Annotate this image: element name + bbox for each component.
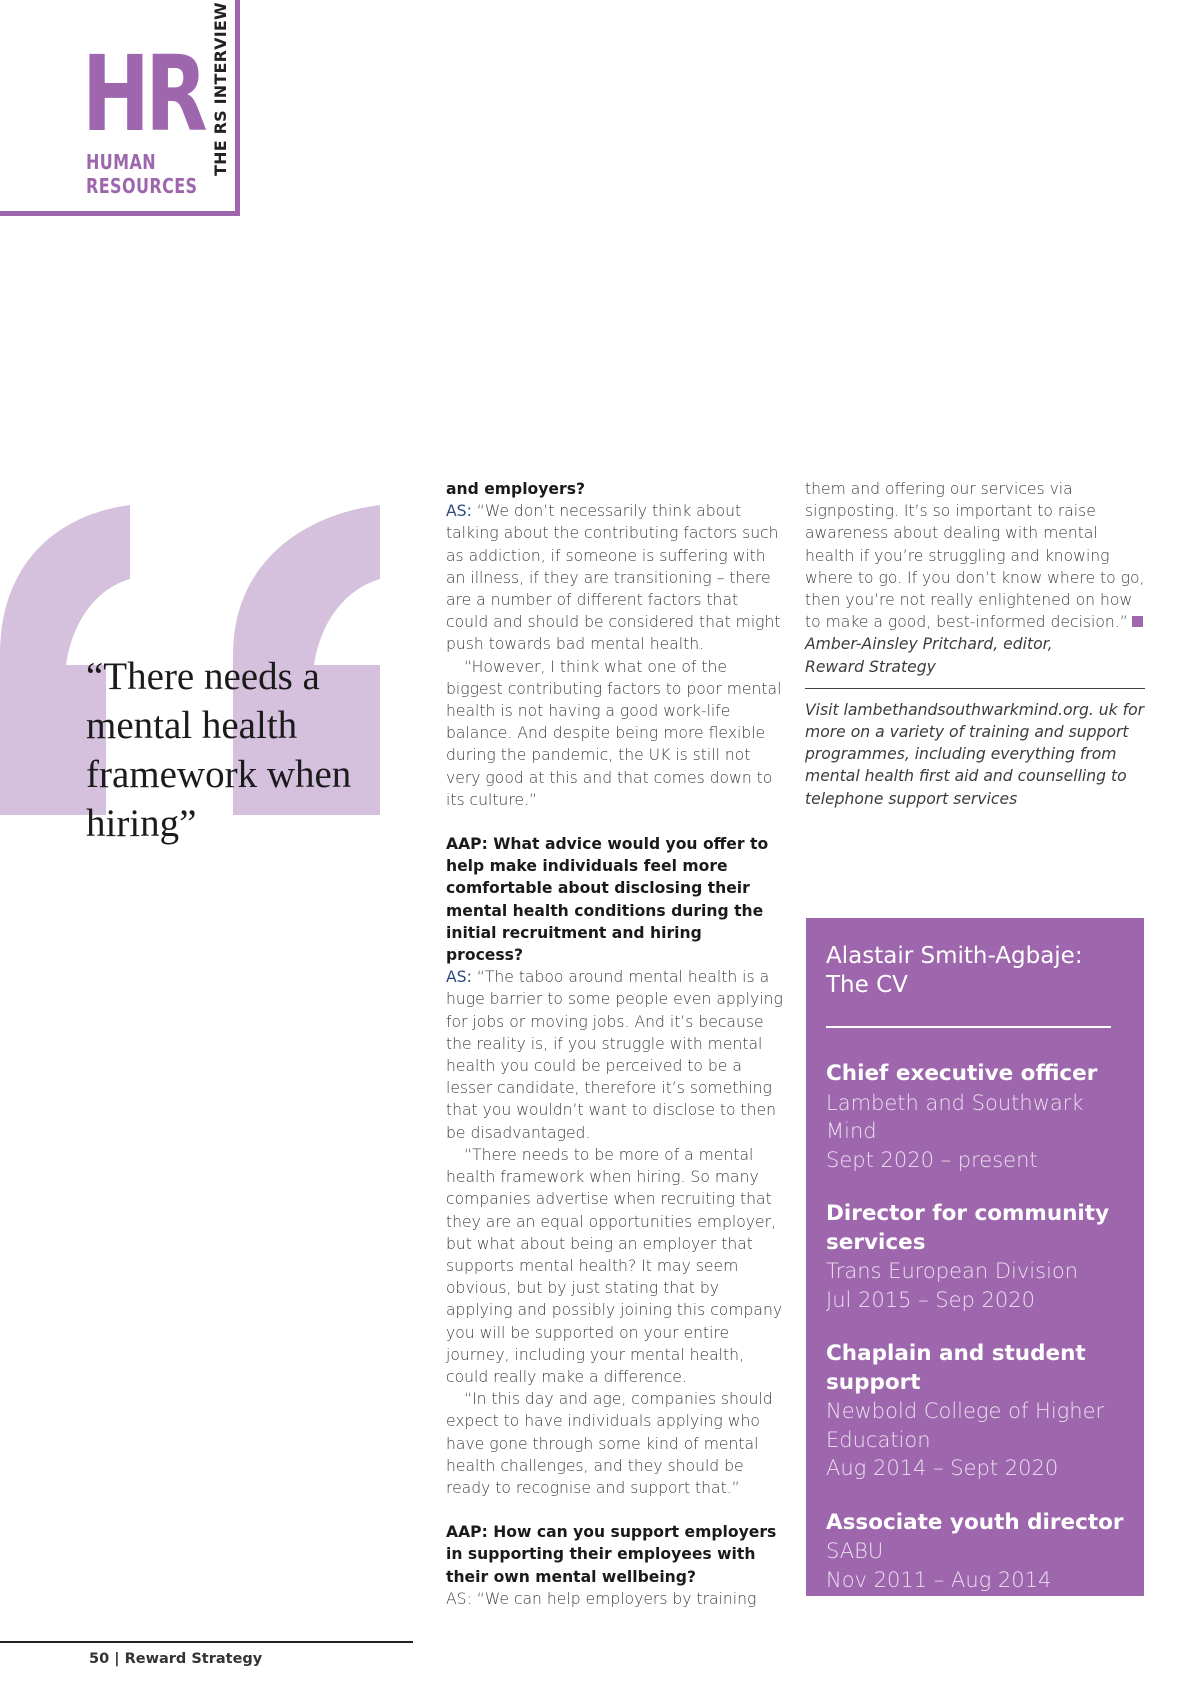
- answer-paragraph: “However, I think what one of the biggest contributing factors to poor mental health is not having a good work-life balance. And despite being more flexible during the pandemic, the UK is still not very good at this and that comes down to its culture.”: [446, 657, 782, 809]
- answer-label: AS:: [446, 968, 472, 987]
- article-column-1: [446, 478, 784, 1610]
- section-vertical-label: THE RS INTERVIEW: [211, 2, 230, 176]
- answer-paragraph: [446, 966, 784, 1144]
- footer-rule: [0, 1641, 413, 1643]
- answer-paragraph: [446, 500, 784, 655]
- byline-publication: Reward Strategy: [805, 657, 936, 676]
- cv-role: [826, 1060, 1124, 1174]
- cv-role-detail: Aug 2014 – Sept 2020: [826, 1456, 1059, 1480]
- cv-role-detail: Trans European Division: [826, 1259, 1079, 1283]
- section-subtitle-line2: RESOURCES: [86, 174, 198, 198]
- cv-role: [826, 1509, 1124, 1595]
- question: AAP: What advice would you offer to help make individuals feel more comfortable about disclosing their mental health conditions during the initial recruitment and hiring process?: [446, 835, 769, 965]
- cv-role-title: Director for community services: [826, 1201, 1110, 1255]
- answer-paragraph: “In this day and age, companies should expect to have individuals applying who have gone through some kind of mental health challenges, and they should be ready to recognise and support that.”: [446, 1390, 773, 1497]
- answer-label: AS:: [446, 502, 472, 521]
- answer-text: “The taboo around mental health is a huge barrier to some people even applying for jobs or moving jobs. And it’s because the reality is, if you struggle with mental health you could be perceived to be a lesser candidate, therefore it’s something that you wouldn’t want to disclose to then be disadvantaged.: [446, 968, 783, 1142]
- section-subtitle: [86, 150, 197, 198]
- section-subtitle-line1: HUMAN: [86, 150, 157, 174]
- cv-role-detail: Sept 2020 – present: [826, 1147, 1038, 1172]
- cv-title: [826, 942, 1124, 1000]
- page-footer: 50 | Reward Strategy: [89, 1651, 263, 1667]
- visit-note: Visit lambethandsouthwarkmind.org. uk for more on a variety of training and support programmes, including everything from mental health first aid and counselling to telephone support services: [805, 700, 1145, 808]
- answer-paragraph: “There needs to be more of a mental health framework when hiring. So many companies advertise when recruiting that they are an equal opportunities employer, but what about being an employer that supports mental health? It may seem obvious, but by just stating that by applying and possibly joining this company you will be supported on your entire journey, including your mental health, could really make a difference.: [446, 1145, 783, 1386]
- question-tail: and employers?: [446, 480, 586, 498]
- cv-role: [826, 1200, 1124, 1314]
- cv-role-detail: Newbold College of Higher Education: [826, 1399, 1105, 1452]
- question: AAP: How can you support employers in supporting their employees with their own mental wellbeing?: [446, 1523, 777, 1586]
- answer-text: “We don’t necessarily think about talking about the contributing factors such as addiction, if someone is suffering with an illness, if they are transitioning – there are a number of different factors that could and should be considered that might push towards bad mental health.: [446, 502, 781, 654]
- cv-role-title: Chief executive officer: [826, 1061, 1098, 1086]
- closing-text: them and offering our services via signposting. It’s so important to raise awareness about dealing with mental health if you’re struggling and knowing where to go. If you don’t know where to go, then you’re not really enlightened on how to make a good, best-informed decision.”: [805, 480, 1145, 632]
- divider: [805, 688, 1145, 689]
- cv-role-detail: Jul 2015 – Sep 2020: [826, 1287, 1036, 1312]
- cv-role-detail: Nov 2011 – Aug 2014: [826, 1567, 1052, 1592]
- cv-divider: [826, 1026, 1111, 1028]
- section-tab: [0, 0, 240, 216]
- section-letters: HR: [82, 33, 203, 155]
- article-column-2: [805, 478, 1145, 810]
- article-closing-paragraph: [805, 478, 1145, 633]
- pull-quote: “There needs a mental health framework when hiring”: [86, 655, 352, 845]
- byline-name: Amber-Ainsley Pritchard, editor,: [805, 635, 1053, 654]
- cv-role-title: Associate youth director: [826, 1509, 1124, 1535]
- cv-title-line2: The CV: [826, 972, 908, 998]
- end-mark-icon: [1132, 616, 1143, 627]
- cv-role-detail: Lambeth and Southwark Mind: [826, 1090, 1084, 1143]
- cv-box: [806, 918, 1144, 1596]
- cv-title-line1: Alastair Smith-Agbaje:: [826, 943, 1083, 969]
- cv-role-detail: SABU: [826, 1539, 884, 1563]
- cv-roles-list: [826, 1060, 1124, 1594]
- cv-role: [826, 1340, 1124, 1483]
- cv-role-title: Chaplain and student support: [826, 1341, 1086, 1395]
- answer-paragraph: AS: “We can help employers by training: [446, 1589, 757, 1608]
